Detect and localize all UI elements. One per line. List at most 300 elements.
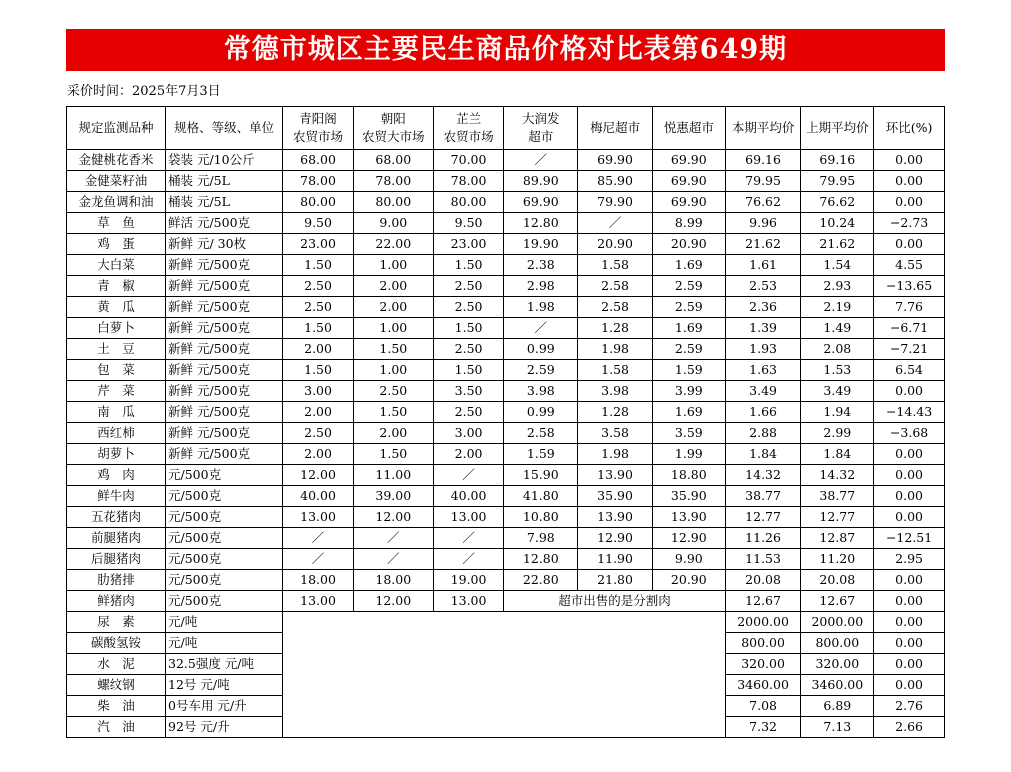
table-cell: −12.51 <box>874 528 945 549</box>
table-cell: 20.90 <box>652 234 725 255</box>
table-cell: 3.49 <box>801 381 874 402</box>
table-cell: 12.90 <box>652 528 725 549</box>
table-cell: 1.84 <box>801 444 874 465</box>
table-cell: 0.00 <box>874 192 945 213</box>
price-table <box>66 106 945 738</box>
table-cell: 2.76 <box>874 696 945 717</box>
table-cell: 新鲜 元/ 30枚 <box>166 234 283 255</box>
table-cell: 78.00 <box>433 171 504 192</box>
table-row <box>67 297 945 318</box>
table-cell: 2.00 <box>353 297 433 318</box>
table-cell: 3.99 <box>652 381 725 402</box>
table-row <box>67 528 945 549</box>
table-cell: 新鲜 元/500克 <box>166 423 283 444</box>
table-cell: 2.66 <box>874 717 945 738</box>
table-cell: 12.90 <box>578 528 653 549</box>
table-cell: 1.59 <box>504 444 578 465</box>
table-cell: 9.00 <box>353 213 433 234</box>
table-cell: 11.20 <box>801 549 874 570</box>
table-cell: 0.00 <box>874 465 945 486</box>
table-cell: 0.00 <box>874 234 945 255</box>
table-cell: 2.59 <box>504 360 578 381</box>
table-cell: 2.59 <box>652 276 725 297</box>
table-row <box>67 150 945 171</box>
table-cell: 69.16 <box>725 150 801 171</box>
table-row <box>67 192 945 213</box>
table-row <box>67 507 945 528</box>
table-cell: 15.90 <box>504 465 578 486</box>
table-cell: 新鲜 元/500克 <box>166 402 283 423</box>
table-cell: ／ <box>504 150 578 171</box>
table-cell: 8.99 <box>652 213 725 234</box>
table-cell: 2.58 <box>504 423 578 444</box>
table-cell: 金健菜籽油 <box>67 171 166 192</box>
table-cell: 南 瓜 <box>67 402 166 423</box>
table-cell: 0号车用 元/升 <box>166 696 283 717</box>
table-cell: 2.00 <box>433 444 504 465</box>
table-cell: 螺纹钢 <box>67 675 166 696</box>
table-cell: 78.00 <box>353 171 433 192</box>
table-cell: 2.50 <box>433 297 504 318</box>
table-cell: 10.24 <box>801 213 874 234</box>
table-row <box>67 171 945 192</box>
table-cell: 2.58 <box>578 297 653 318</box>
table-cell: 1.69 <box>652 318 725 339</box>
table-cell: 85.90 <box>578 171 653 192</box>
table-cell: 1.49 <box>801 318 874 339</box>
table-row <box>67 423 945 444</box>
table-cell: 1.98 <box>578 444 653 465</box>
table-cell: 新鲜 元/500克 <box>166 444 283 465</box>
table-cell: 2.99 <box>801 423 874 444</box>
table-cell: 38.77 <box>725 486 801 507</box>
table-cell: 1.94 <box>801 402 874 423</box>
table-cell: 2.50 <box>283 276 354 297</box>
table-cell: 1.58 <box>578 360 653 381</box>
table-cell: 3460.00 <box>725 675 801 696</box>
blank-area <box>283 612 726 738</box>
table-cell: 80.00 <box>353 192 433 213</box>
table-cell: 3460.00 <box>801 675 874 696</box>
table-cell: 0.99 <box>504 402 578 423</box>
table-row <box>67 318 945 339</box>
column-header: 朝阳 农贸大市场 <box>353 107 433 150</box>
table-row <box>67 591 945 612</box>
table-cell: 柴 油 <box>67 696 166 717</box>
table-cell: 9.90 <box>652 549 725 570</box>
table-cell: 1.50 <box>433 360 504 381</box>
table-cell: 11.90 <box>578 549 653 570</box>
table-row <box>67 486 945 507</box>
table-cell: 袋装 元/10公斤 <box>166 150 283 171</box>
table-cell: 40.00 <box>283 486 354 507</box>
table-cell: 76.62 <box>801 192 874 213</box>
table-cell: 1.69 <box>652 255 725 276</box>
table-cell: 鲜牛肉 <box>67 486 166 507</box>
table-cell: 五花猪肉 <box>67 507 166 528</box>
table-row <box>67 360 945 381</box>
table-cell: 68.00 <box>353 150 433 171</box>
table-cell: 23.00 <box>283 234 354 255</box>
table-cell: 1.50 <box>433 318 504 339</box>
table-row <box>67 276 945 297</box>
table-cell: 7.08 <box>725 696 801 717</box>
column-header: 本期平均价 <box>725 107 801 150</box>
column-header: 芷兰 农贸市场 <box>433 107 504 150</box>
column-header: 大润发 超市 <box>504 107 578 150</box>
table-cell: 鲜活 元/500克 <box>166 213 283 234</box>
table-cell: 1.28 <box>578 402 653 423</box>
table-cell: 3.00 <box>283 381 354 402</box>
table-cell: 800.00 <box>725 633 801 654</box>
table-cell: 1.98 <box>504 297 578 318</box>
table-cell: 元/500克 <box>166 486 283 507</box>
table-cell: 2.98 <box>504 276 578 297</box>
table-cell: 68.00 <box>283 150 354 171</box>
table-cell: 桶装 元/5L <box>166 192 283 213</box>
table-cell: 1.53 <box>801 360 874 381</box>
table-cell: 18.00 <box>353 570 433 591</box>
table-cell: 69.90 <box>652 150 725 171</box>
table-cell: 18.80 <box>652 465 725 486</box>
table-cell: 包 菜 <box>67 360 166 381</box>
table-cell: 69.90 <box>578 150 653 171</box>
table-cell: 金龙鱼调和油 <box>67 192 166 213</box>
table-cell: 0.00 <box>874 486 945 507</box>
table-cell: 白萝卜 <box>67 318 166 339</box>
table-cell: 金健桃花香米 <box>67 150 166 171</box>
table-cell: 1.84 <box>725 444 801 465</box>
table-cell: 元/500克 <box>166 570 283 591</box>
table-cell: 0.00 <box>874 171 945 192</box>
table-cell: 12.67 <box>725 591 801 612</box>
table-cell: 0.00 <box>874 150 945 171</box>
table-cell: 黄 瓜 <box>67 297 166 318</box>
table-cell: −6.71 <box>874 318 945 339</box>
table-cell: ／ <box>353 528 433 549</box>
column-header: 青阳阁 农贸市场 <box>283 107 354 150</box>
table-cell: 草 鱼 <box>67 213 166 234</box>
table-cell: 1.50 <box>283 360 354 381</box>
column-header: 环比(%) <box>874 107 945 150</box>
table-cell: 0.00 <box>874 654 945 675</box>
table-cell: 69.90 <box>652 171 725 192</box>
table-cell: ／ <box>283 528 354 549</box>
page-title: 常德市城区主要民生商品价格对比表第649期 <box>66 29 945 71</box>
table-cell: 3.98 <box>578 381 653 402</box>
table-cell: 18.00 <box>283 570 354 591</box>
table-cell: 青 椒 <box>67 276 166 297</box>
table-cell: 0.00 <box>874 633 945 654</box>
table-cell: 2.93 <box>801 276 874 297</box>
table-cell: 11.26 <box>725 528 801 549</box>
table-cell: 0.00 <box>874 507 945 528</box>
table-cell: 13.90 <box>578 465 653 486</box>
table-cell: 12.80 <box>504 549 578 570</box>
table-cell: ／ <box>504 318 578 339</box>
table-cell: 3.00 <box>433 423 504 444</box>
table-cell: 2.00 <box>283 444 354 465</box>
table-cell: 元/500克 <box>166 465 283 486</box>
table-row <box>67 570 945 591</box>
table-cell: 胡萝卜 <box>67 444 166 465</box>
table-cell: 2.58 <box>578 276 653 297</box>
table-cell: ／ <box>353 549 433 570</box>
table-cell: 1.50 <box>353 402 433 423</box>
table-cell: 6.54 <box>874 360 945 381</box>
table-cell: 320.00 <box>725 654 801 675</box>
table-cell: 32.5强度 元/吨 <box>166 654 283 675</box>
table-cell: 2.50 <box>283 423 354 444</box>
table-cell: 14.32 <box>801 465 874 486</box>
table-cell: 大白菜 <box>67 255 166 276</box>
table-cell: −14.43 <box>874 402 945 423</box>
table-cell: 12.00 <box>283 465 354 486</box>
table-cell: 79.90 <box>578 192 653 213</box>
table-cell: 3.98 <box>504 381 578 402</box>
table-cell: 2.50 <box>433 276 504 297</box>
table-cell: 41.80 <box>504 486 578 507</box>
table-cell: 水 泥 <box>67 654 166 675</box>
table-cell: 20.08 <box>725 570 801 591</box>
table-cell: 9.96 <box>725 213 801 234</box>
column-header: 梅尼超市 <box>578 107 653 150</box>
table-cell: 碳酸氢铵 <box>67 633 166 654</box>
table-cell: 元/500克 <box>166 507 283 528</box>
table-cell: 7.32 <box>725 717 801 738</box>
table-cell: 1.59 <box>652 360 725 381</box>
table-cell: 2000.00 <box>725 612 801 633</box>
table-cell: 2.95 <box>874 549 945 570</box>
table-cell: 7.13 <box>801 717 874 738</box>
table-cell: 69.90 <box>652 192 725 213</box>
table-cell: 19.90 <box>504 234 578 255</box>
table-cell: 新鲜 元/500克 <box>166 297 283 318</box>
table-cell: 鸡 肉 <box>67 465 166 486</box>
table-cell: −13.65 <box>874 276 945 297</box>
table-cell: 12.87 <box>801 528 874 549</box>
table-cell: 0.00 <box>874 612 945 633</box>
table-row <box>67 612 945 633</box>
table-cell: −2.73 <box>874 213 945 234</box>
table-cell: 1.28 <box>578 318 653 339</box>
table-row <box>67 444 945 465</box>
table-cell: 新鲜 元/500克 <box>166 339 283 360</box>
table-cell: 12.00 <box>353 591 433 612</box>
table-cell: 13.00 <box>433 507 504 528</box>
table-cell: 汽 油 <box>67 717 166 738</box>
table-cell: 3.58 <box>578 423 653 444</box>
table-cell: 1.50 <box>353 339 433 360</box>
table-cell: 23.00 <box>433 234 504 255</box>
table-cell: 69.90 <box>504 192 578 213</box>
column-header: 上期平均价 <box>801 107 874 150</box>
table-cell: 2.00 <box>353 423 433 444</box>
table-cell: 新鲜 元/500克 <box>166 381 283 402</box>
table-cell: 1.63 <box>725 360 801 381</box>
table-cell: 1.00 <box>353 360 433 381</box>
table-cell: 2.50 <box>433 339 504 360</box>
table-cell: 12.77 <box>725 507 801 528</box>
table-cell: 12.80 <box>504 213 578 234</box>
table-cell: 1.69 <box>652 402 725 423</box>
table-cell: 800.00 <box>801 633 874 654</box>
table-cell: 7.98 <box>504 528 578 549</box>
table-cell: 13.90 <box>578 507 653 528</box>
table-cell: 元/吨 <box>166 612 283 633</box>
table-cell: 13.00 <box>283 591 354 612</box>
table-row <box>67 549 945 570</box>
table-cell: 69.16 <box>801 150 874 171</box>
table-cell: 桶装 元/5L <box>166 171 283 192</box>
table-cell: 2.36 <box>725 297 801 318</box>
table-cell: 新鲜 元/500克 <box>166 318 283 339</box>
table-cell: 80.00 <box>283 192 354 213</box>
table-cell: 79.95 <box>801 171 874 192</box>
table-cell: 7.76 <box>874 297 945 318</box>
table-cell: 39.00 <box>353 486 433 507</box>
table-cell: −3.68 <box>874 423 945 444</box>
table-cell: 89.90 <box>504 171 578 192</box>
table-cell: ／ <box>433 528 504 549</box>
table-cell: 1.50 <box>283 255 354 276</box>
table-cell: 1.00 <box>353 255 433 276</box>
table-cell: 35.90 <box>652 486 725 507</box>
table-row <box>67 213 945 234</box>
table-cell: 13.90 <box>652 507 725 528</box>
table-cell: 2.19 <box>801 297 874 318</box>
table-cell: 2.50 <box>283 297 354 318</box>
table-cell: 3.49 <box>725 381 801 402</box>
table-cell: 12号 元/吨 <box>166 675 283 696</box>
table-cell: 40.00 <box>433 486 504 507</box>
table-cell: 1.93 <box>725 339 801 360</box>
table-cell: 2.50 <box>433 402 504 423</box>
table-cell: 21.62 <box>801 234 874 255</box>
table-cell: 0.00 <box>874 381 945 402</box>
table-cell: 3.59 <box>652 423 725 444</box>
table-cell: 12.67 <box>801 591 874 612</box>
table-cell: 0.00 <box>874 675 945 696</box>
table-cell: 土 豆 <box>67 339 166 360</box>
table-cell: 10.80 <box>504 507 578 528</box>
table-cell: 2.08 <box>801 339 874 360</box>
table-cell: 0.00 <box>874 570 945 591</box>
table-cell: 80.00 <box>433 192 504 213</box>
table-cell: 11.53 <box>725 549 801 570</box>
table-cell: 2.59 <box>652 339 725 360</box>
table-cell: 35.90 <box>578 486 653 507</box>
table-cell: 76.62 <box>725 192 801 213</box>
table-cell: 1.54 <box>801 255 874 276</box>
pork-note: 超市出售的是分割肉 <box>504 591 725 612</box>
column-header: 规定监测品种 <box>67 107 166 150</box>
column-header: 规格、等级、单位 <box>166 107 283 150</box>
table-cell: ／ <box>433 465 504 486</box>
table-cell: −7.21 <box>874 339 945 360</box>
table-cell: 1.98 <box>578 339 653 360</box>
table-cell: 元/500克 <box>166 591 283 612</box>
table-cell: 新鲜 元/500克 <box>166 360 283 381</box>
table-cell: 1.50 <box>353 444 433 465</box>
table-cell: 92号 元/升 <box>166 717 283 738</box>
table-cell: 14.32 <box>725 465 801 486</box>
table-header-row <box>67 107 945 150</box>
table-cell: 元/吨 <box>166 633 283 654</box>
table-cell: 鲜猪肉 <box>67 591 166 612</box>
table-row <box>67 339 945 360</box>
table-cell: 0.00 <box>874 444 945 465</box>
table-cell: 21.62 <box>725 234 801 255</box>
table-cell: 2000.00 <box>801 612 874 633</box>
table-cell: 芹 菜 <box>67 381 166 402</box>
table-cell: 2.50 <box>353 381 433 402</box>
table-cell: ／ <box>283 549 354 570</box>
table-cell: 0.00 <box>874 591 945 612</box>
table-cell: 9.50 <box>283 213 354 234</box>
table-cell: 西红柿 <box>67 423 166 444</box>
table-row <box>67 465 945 486</box>
table-cell: 新鲜 元/500克 <box>166 276 283 297</box>
table-row <box>67 402 945 423</box>
table-cell: 肋猪排 <box>67 570 166 591</box>
table-cell: 1.00 <box>353 318 433 339</box>
table-cell: 6.89 <box>801 696 874 717</box>
table-cell: 20.90 <box>652 570 725 591</box>
table-cell: 9.50 <box>433 213 504 234</box>
table-cell: 尿 素 <box>67 612 166 633</box>
table-cell: 12.00 <box>353 507 433 528</box>
table-cell: 1.66 <box>725 402 801 423</box>
table-cell: ／ <box>433 549 504 570</box>
table-cell: 元/500克 <box>166 549 283 570</box>
table-cell: 13.00 <box>283 507 354 528</box>
table-cell: 后腿猪肉 <box>67 549 166 570</box>
table-cell: 鸡 蛋 <box>67 234 166 255</box>
table-cell: 11.00 <box>353 465 433 486</box>
table-cell: 2.88 <box>725 423 801 444</box>
table-cell: 4.55 <box>874 255 945 276</box>
table-cell: 前腿猪肉 <box>67 528 166 549</box>
table-cell: 2.59 <box>652 297 725 318</box>
table-cell: 1.58 <box>578 255 653 276</box>
table-row <box>67 381 945 402</box>
table-cell: 1.39 <box>725 318 801 339</box>
table-row <box>67 234 945 255</box>
table-cell: 元/500克 <box>166 528 283 549</box>
table-cell: 1.99 <box>652 444 725 465</box>
table-cell: 19.00 <box>433 570 504 591</box>
table-cell: 2.00 <box>283 402 354 423</box>
table-cell: 12.77 <box>801 507 874 528</box>
price-date: 采价时间：2025年7月3日 <box>67 84 221 99</box>
table-cell: 3.50 <box>433 381 504 402</box>
table-cell: 2.00 <box>283 339 354 360</box>
table-cell: 70.00 <box>433 150 504 171</box>
table-cell: 2.00 <box>353 276 433 297</box>
table-cell: ／ <box>578 213 653 234</box>
column-header: 悦惠超市 <box>652 107 725 150</box>
table-cell: 21.80 <box>578 570 653 591</box>
table-cell: 20.90 <box>578 234 653 255</box>
table-cell: 20.08 <box>801 570 874 591</box>
table-cell: 1.61 <box>725 255 801 276</box>
table-row <box>67 255 945 276</box>
table-cell: 22.80 <box>504 570 578 591</box>
table-cell: 78.00 <box>283 171 354 192</box>
table-cell: 13.00 <box>433 591 504 612</box>
table-cell: 320.00 <box>801 654 874 675</box>
